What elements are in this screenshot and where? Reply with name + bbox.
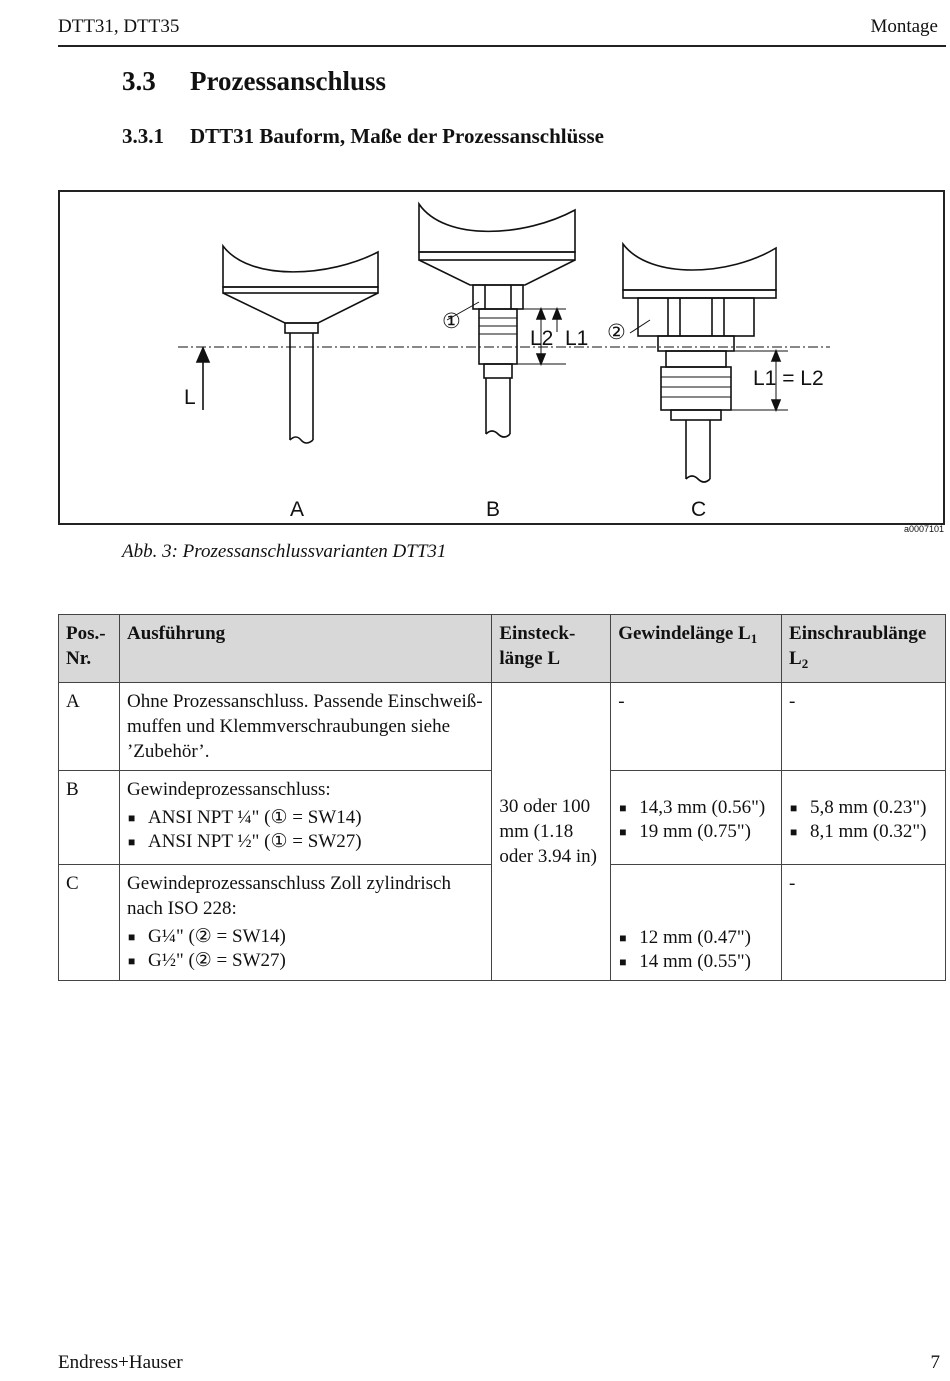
row-c-gewinde — [611, 865, 782, 981]
row-a-gewinde: - — [611, 683, 782, 771]
list-item: ■ 5,8 mm (0.23") — [789, 796, 938, 820]
row-a-ausfuehrung: Ohne Prozessanschluss. Passende Einschweiß-muffen und Klemmverschraubungen siehe ’Zubehör’. — [119, 683, 491, 771]
header-section: Montage — [870, 16, 938, 37]
label-l2-b: L2 — [530, 327, 554, 350]
label-a: A — [290, 498, 305, 521]
footer-brand: Endress+Hauser — [58, 1352, 183, 1373]
list-item: ■ 12 mm (0.47") — [618, 926, 774, 950]
list-item: ■ 14,3 mm (0.56") — [618, 796, 774, 820]
list-item: ■ 19 mm (0.75") — [618, 820, 774, 844]
label-l1-b: L1 — [565, 327, 589, 350]
header-einsteck: Einsteck- länge L — [492, 615, 611, 683]
label-l1-eq-l2: L1 = L2 — [753, 367, 824, 390]
variant-a-drawing — [197, 246, 378, 443]
list-item: ■ ANSI NPT ¼" (① = SW14) — [127, 806, 484, 830]
header-pos: Pos.- Nr. — [59, 615, 120, 683]
marker-1: ① — [442, 310, 461, 333]
table-header-row — [59, 615, 946, 683]
row-c-einschraub: - — [782, 865, 946, 981]
figure-caption: Abb. 3: Prozessanschlussvarianten DTT31 — [122, 541, 447, 562]
variant-c-drawing — [623, 244, 788, 482]
figure-id: a0007101 — [903, 524, 944, 534]
row-a-einschraub: - — [782, 683, 946, 771]
list-item: ■ 14 mm (0.55") — [618, 950, 774, 974]
list-item: ■ G¼" (② = SW14) — [127, 925, 484, 949]
list-item: ■ G½" (② = SW27) — [127, 949, 484, 973]
row-c-ausfuehrung: Gewindeprozessanschluss Zoll zylindrisch nach ISO 228: ■ G¼" (② = SW14) ■ G½" (② = SW27) — [119, 865, 491, 981]
section-title: Prozessanschluss — [190, 66, 387, 96]
row-b-pos: B — [59, 771, 120, 865]
list-item: ■ ANSI NPT ½" (① = SW27) — [127, 830, 484, 854]
header-ausfuehrung: Ausführung — [119, 615, 491, 683]
row-b-gewinde — [611, 771, 782, 865]
subsection-number: 3.3.1 — [122, 124, 164, 148]
header-product: DTT31, DTT35 — [58, 16, 180, 37]
header-rule — [58, 45, 946, 47]
subsection-title: DTT31 Bauform, Maße der Prozessanschlüsse — [190, 124, 604, 148]
row-b-ausfuehrung: Gewindeprozessanschluss: ■ ANSI NPT ¼" (① = SW14) ■ ANSI NPT ½" (① = SW27) — [119, 771, 491, 865]
row-b-einschraub — [782, 771, 946, 865]
row-a-pos: A — [59, 683, 120, 771]
table-row — [59, 683, 946, 771]
marker-2: ② — [607, 321, 626, 344]
subsection-heading — [122, 124, 604, 149]
dimensions-table — [58, 614, 946, 981]
label-c: C — [691, 498, 707, 521]
header-einschraub: Einschraublänge $L_2$ — [782, 615, 946, 683]
label-b: B — [486, 498, 501, 521]
process-connection-figure — [58, 190, 945, 525]
section-heading — [122, 66, 386, 97]
list-item: ■ 8,1 mm (0.32") — [789, 820, 938, 844]
page-number: 7 — [930, 1352, 940, 1373]
row-c-pos: C — [59, 865, 120, 981]
label-l: L — [184, 386, 196, 409]
section-number: 3.3 — [122, 66, 156, 96]
header-gewinde: Gewindelänge $L_1$ — [611, 615, 782, 683]
einsteck-value: 30 oder 100 mm (1.18 oder 3.94 in) — [492, 683, 611, 981]
